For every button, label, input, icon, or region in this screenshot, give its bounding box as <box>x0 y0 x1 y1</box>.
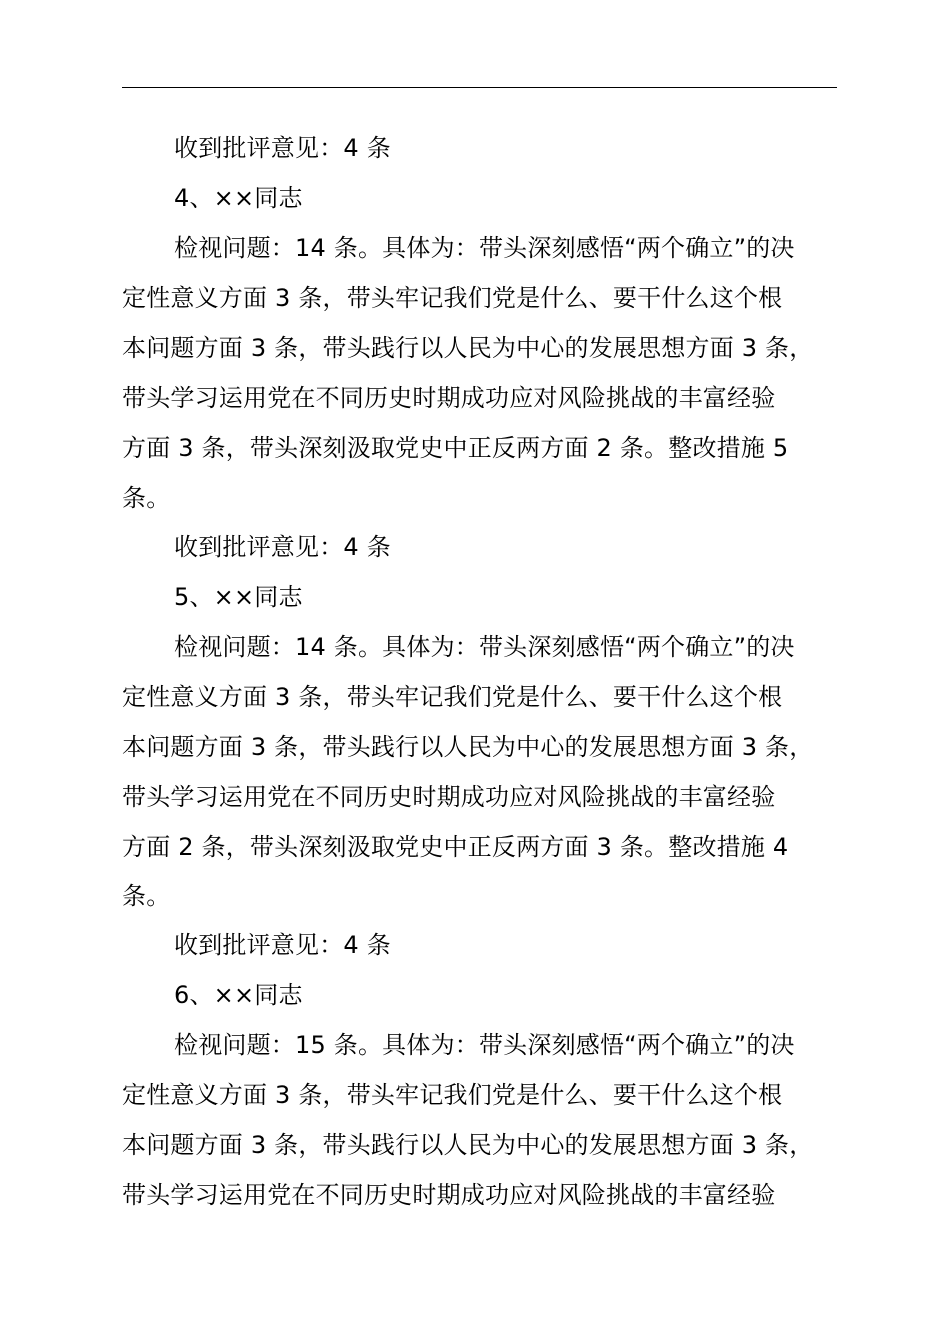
paragraph-line: 方面 3 条，带头深刻汲取党史中正反两方面 2 条。整改措施 5 <box>122 434 789 462</box>
paragraph-line: 本问题方面 3 条，带头践行以人民为中心的发展思想方面 3 条， <box>122 334 814 362</box>
paragraph-line: 检视问题：14 条。具体为：带头深刻感悟“两个确立”的决 <box>174 633 795 661</box>
comrade-heading: 4、××同志 <box>174 184 303 212</box>
comrade-heading: 5、××同志 <box>174 583 303 611</box>
paragraph-line: 条。 <box>122 882 171 910</box>
paragraph-line: 本问题方面 3 条，带头践行以人民为中心的发展思想方面 3 条， <box>122 733 814 761</box>
paragraph-line: 检视问题：15 条。具体为：带头深刻感悟“两个确立”的决 <box>174 1031 795 1059</box>
critique-count-line: 收到批评意见：4 条 <box>174 931 391 959</box>
paragraph-line: 定性意义方面 3 条，带头牢记我们党是什么、要干什么这个根 <box>122 1081 783 1109</box>
comrade-heading: 6、××同志 <box>174 981 303 1009</box>
paragraph-line: 本问题方面 3 条，带头践行以人民为中心的发展思想方面 3 条， <box>122 1131 814 1159</box>
paragraph-line: 定性意义方面 3 条，带头牢记我们党是什么、要干什么这个根 <box>122 284 783 312</box>
paragraph-line: 方面 2 条，带头深刻汲取党史中正反两方面 3 条。整改措施 4 <box>122 833 789 861</box>
header-rule <box>122 87 837 88</box>
paragraph-line: 带头学习运用党在不同历史时期成功应对风险挑战的丰富经验 <box>122 384 776 412</box>
paragraph-line: 检视问题：14 条。具体为：带头深刻感悟“两个确立”的决 <box>174 234 795 262</box>
paragraph-line: 带头学习运用党在不同历史时期成功应对风险挑战的丰富经验 <box>122 1181 776 1209</box>
paragraph-line: 条。 <box>122 484 171 512</box>
critique-count-line: 收到批评意见：4 条 <box>174 533 391 561</box>
critique-count-line: 收到批评意见：4 条 <box>174 134 391 162</box>
paragraph-line: 定性意义方面 3 条，带头牢记我们党是什么、要干什么这个根 <box>122 683 783 711</box>
paragraph-line: 带头学习运用党在不同历史时期成功应对风险挑战的丰富经验 <box>122 783 776 811</box>
